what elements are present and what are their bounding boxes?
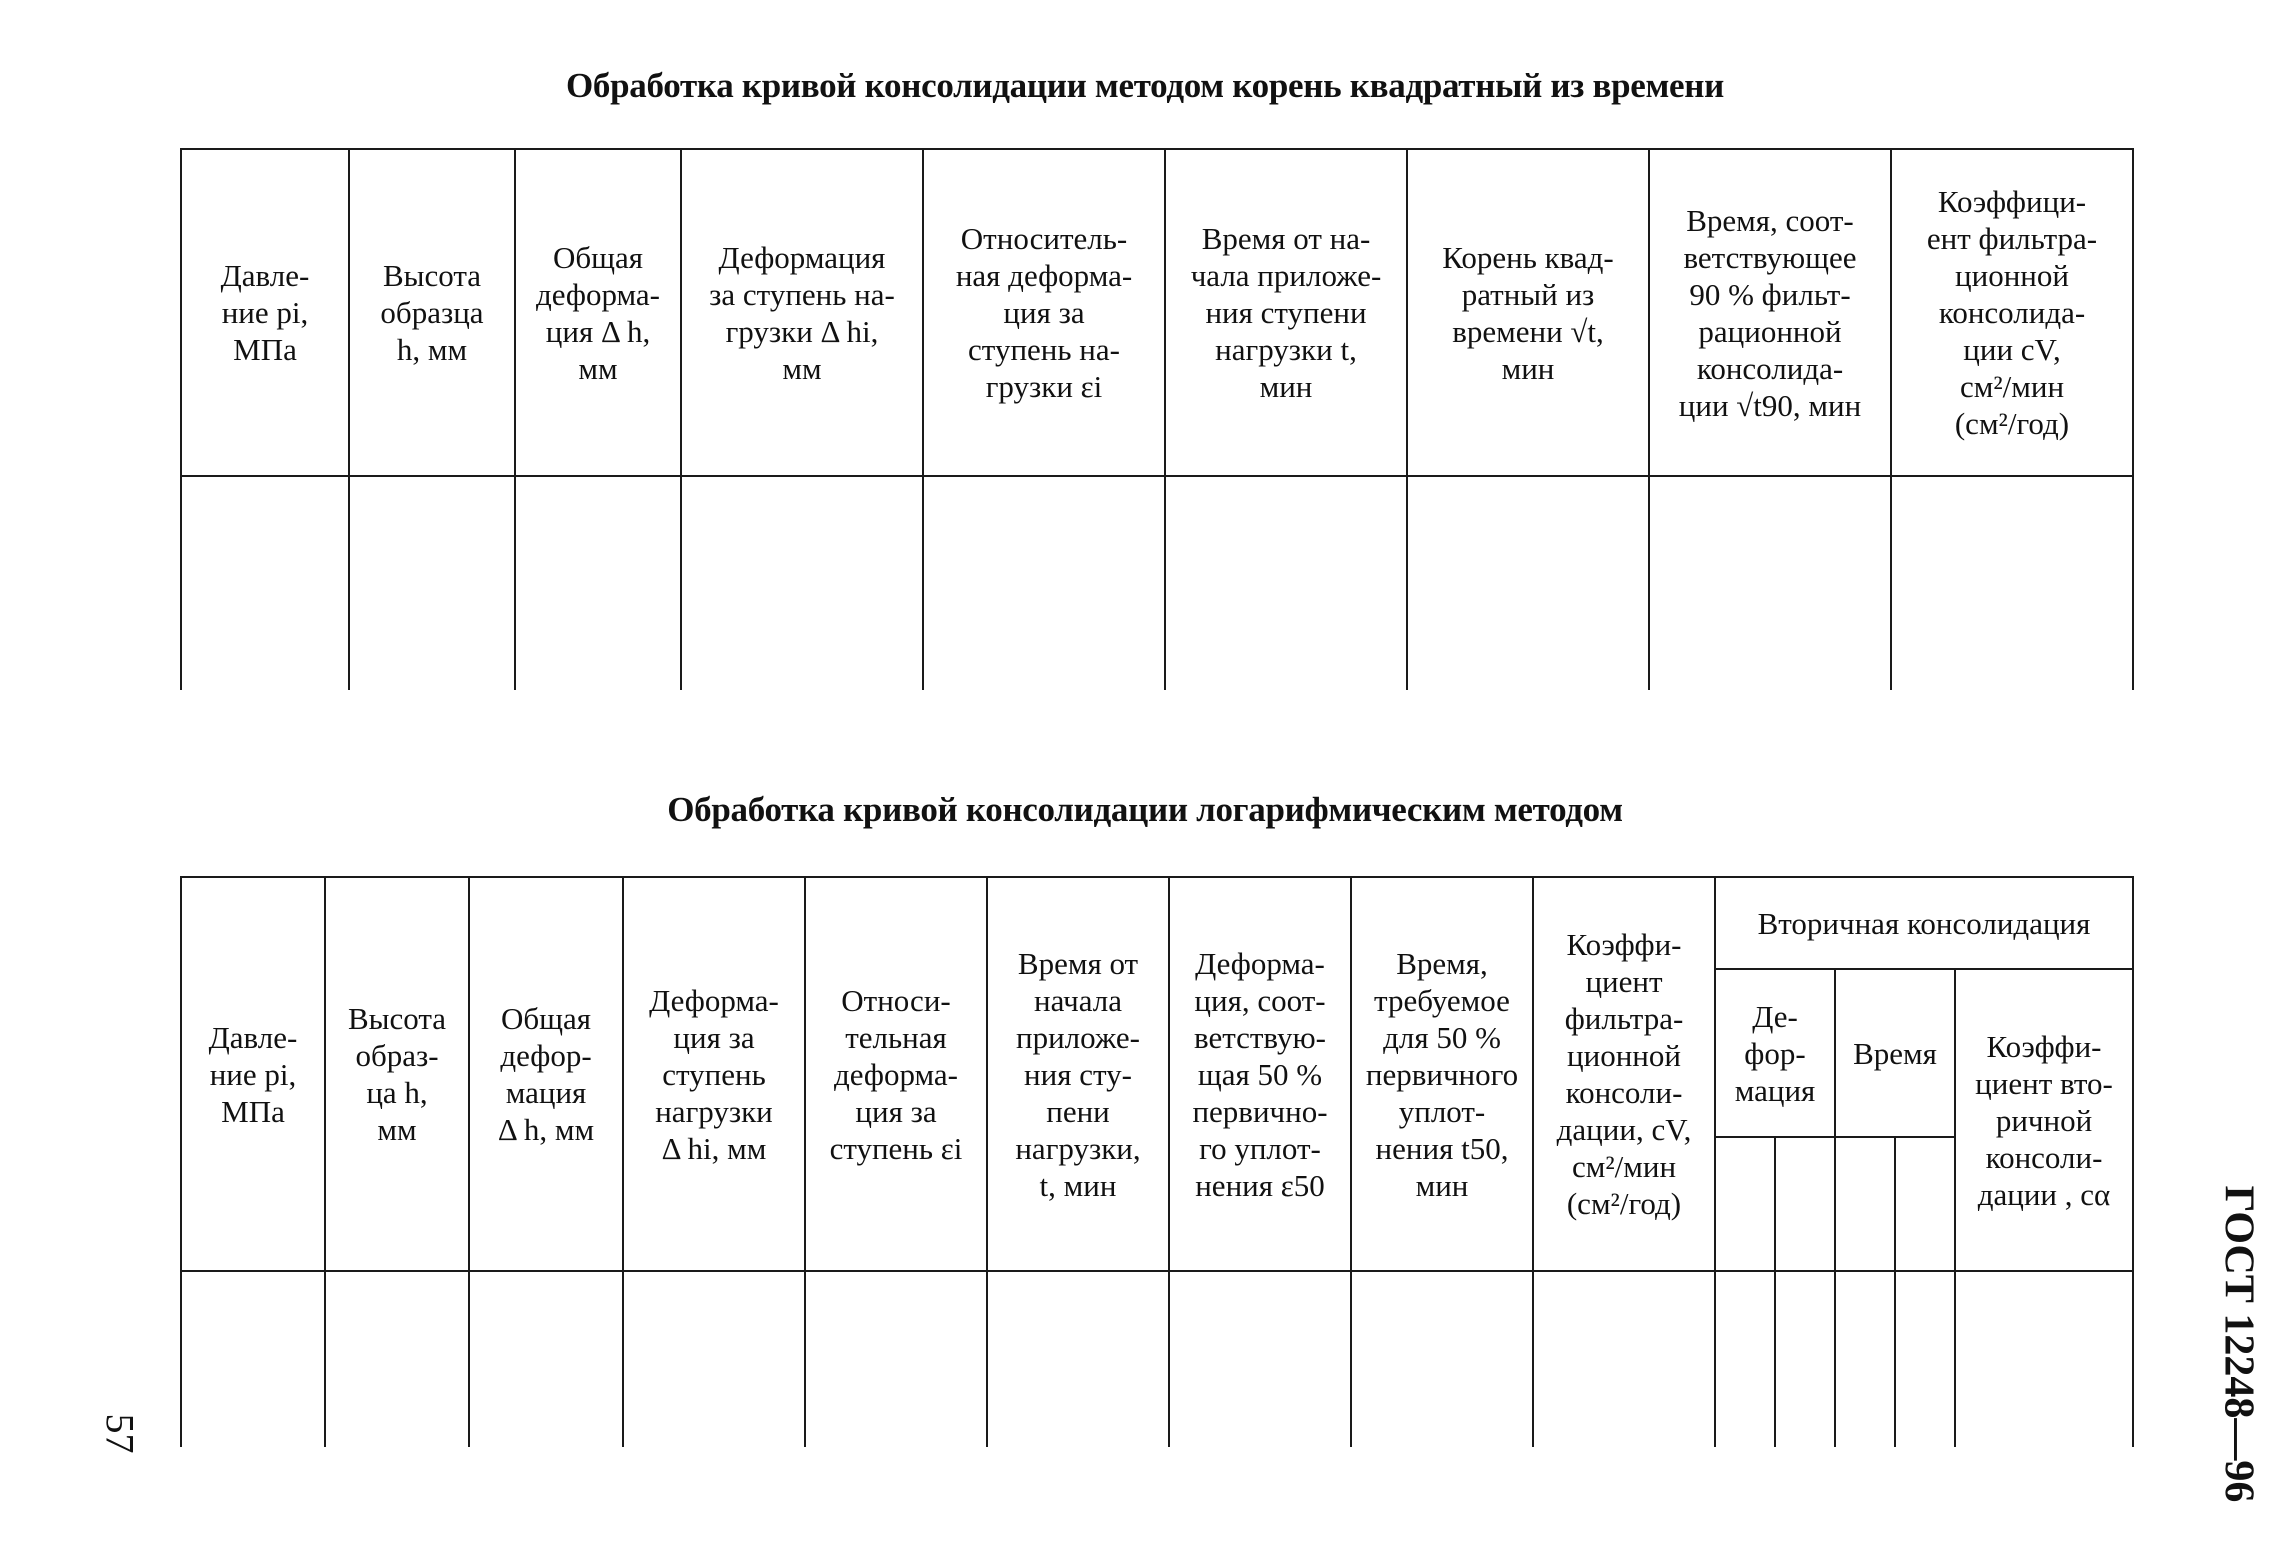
table2-empty-cell <box>181 1271 325 1447</box>
table2-empty-cell <box>1775 1271 1835 1447</box>
table1-empty-cell <box>1891 476 2133 690</box>
table2-empty-subcell <box>1835 1137 1895 1271</box>
table1-header-cell: Давле- ние pi, МПа <box>181 149 349 476</box>
table2-empty-cell <box>1835 1271 1895 1447</box>
table2-empty-cell <box>1351 1271 1533 1447</box>
table2-empty-subcell <box>1715 1137 1775 1271</box>
table2-header-cell: Деформа- ция за ступень нагрузки Δ hi, мм <box>623 877 805 1271</box>
table2-empty-cell <box>623 1271 805 1447</box>
table2-empty-cell <box>1715 1271 1775 1447</box>
table1-empty-cell <box>515 476 681 690</box>
table1-empty-row <box>181 476 2133 690</box>
table2-header-cell: Время, требуемое для 50 % первичного уплот- нения t50, мин <box>1351 877 1533 1271</box>
table2-header-cell: Относи- тельная деформа- ция за ступень εi <box>805 877 987 1271</box>
table2-subheader-cell: Коэффи- циент вто- ричной консоли- дации , cα <box>1955 969 2133 1271</box>
table2-header-row-1 <box>181 877 2133 969</box>
table2-header-cell: Давле- ние pi, МПа <box>181 877 325 1271</box>
table1-empty-cell <box>1649 476 1891 690</box>
gost-code: ГОСТ 12248—96 <box>2215 1185 2262 1503</box>
table1-empty-cell <box>923 476 1165 690</box>
table2-empty-cell <box>325 1271 469 1447</box>
table2-empty-cell <box>1169 1271 1351 1447</box>
table1-empty-cell <box>181 476 349 690</box>
table2-empty-subcell <box>1895 1137 1955 1271</box>
sqrt-time-method-table <box>180 148 2134 690</box>
table1-empty-cell <box>349 476 515 690</box>
table1-header-cell: Корень квад- ратный из времени √t, мин <box>1407 149 1649 476</box>
table2-subheader-cell: Время <box>1835 969 1955 1137</box>
table1-header-cell: Время, соот- ветствующее 90 % фильт- рационной консолида- ции √t90, мин <box>1649 149 1891 476</box>
secondary-consolidation-header: Вторичная консолидация <box>1715 877 2133 969</box>
table2-header-cell: Деформа- ция, соот- ветствую- щая 50 % первично- го уплот- нения ε50 <box>1169 877 1351 1271</box>
table1-empty-cell <box>681 476 923 690</box>
table2-empty-cell <box>805 1271 987 1447</box>
table1-header-cell: Время от на- чала приложе- ния ступени нагрузки t, мин <box>1165 149 1407 476</box>
table1-empty-cell <box>1407 476 1649 690</box>
log-method-table <box>180 876 2134 1447</box>
table2-empty-cell <box>987 1271 1169 1447</box>
page-number: 57 <box>97 1413 143 1454</box>
table1-header-cell: Деформация за ступень на- грузки Δ hi, мм <box>681 149 923 476</box>
table1-header-cell: Относитель- ная деформа- ция за ступень на- грузки εi <box>923 149 1165 476</box>
table1-header-cell: Общая деформа- ция Δ h, мм <box>515 149 681 476</box>
table2-header-cell: Высота образ- ца h, мм <box>325 877 469 1271</box>
table2-empty-subcell <box>1775 1137 1835 1271</box>
table2-empty-cell <box>1955 1271 2133 1447</box>
table2-title: Обработка кривой консолидации логарифмическим методом <box>667 790 1623 829</box>
table2-empty-cell <box>469 1271 623 1447</box>
table2-header-cell: Общая дефор- мация Δ h, мм <box>469 877 623 1271</box>
table1-header-cell: Коэффици- ент фильтра- ционной консолида- ции cV, см²/мин (см²/год) <box>1891 149 2133 476</box>
table2-header-cell: Время от начала приложе- ния сту- пени нагрузки, t, мин <box>987 877 1169 1271</box>
table2-empty-row <box>181 1271 2133 1447</box>
table1-empty-cell <box>1165 476 1407 690</box>
table1-title: Обработка кривой консолидации методом корень квадратный из времени <box>566 66 1724 105</box>
table2-empty-cell <box>1895 1271 1955 1447</box>
table2-header-cell: Коэффи- циент фильтра- ционной консоли- дации, cV, см²/мин (см²/год) <box>1533 877 1715 1271</box>
table2-subheader-cell: Де- фор- мация <box>1715 969 1835 1137</box>
table1-header-row <box>181 149 2133 476</box>
table2-empty-cell <box>1533 1271 1715 1447</box>
table1-header-cell: Высота образца h, мм <box>349 149 515 476</box>
